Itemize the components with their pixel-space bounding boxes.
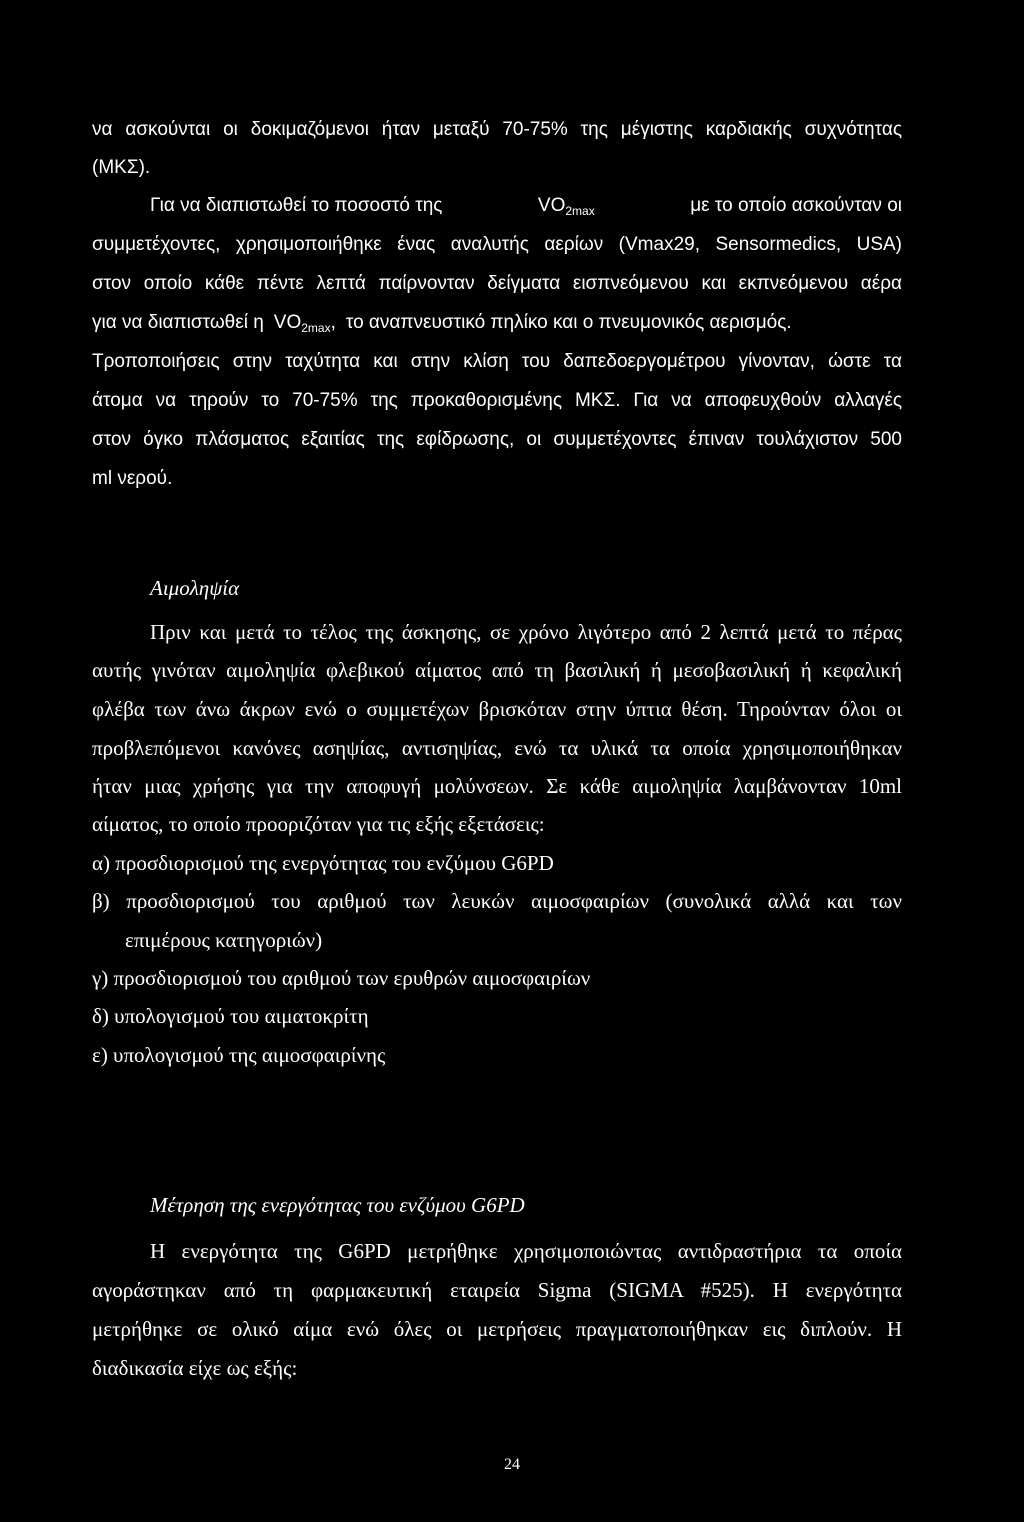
paragraph-line: στον οποίο κάθε πέντε λεπτά παίρνονταν δείγματα εισπνεόμενου και εκπνεόμενου αέρα	[92, 273, 902, 294]
list-item-continuation: επιμέρους κατηγοριών)	[125, 928, 323, 952]
list-item: α) προσδιορισμού της ενεργότητας του ενζύμου G6PD	[92, 851, 554, 875]
paragraph-line: προβλεπόμενοι κανόνες ασηψίας, αντισηψίας, ενώ τα υλικά τα οποία χρησιμοποιήθηκαν	[92, 736, 902, 760]
list-item: β) προσδιορισμού του αριθμού των λευκών αιμοσφαιρίων (συνολικά αλλά και των	[92, 889, 902, 913]
section-heading: Μέτρηση της ενεργότητας του ενζύμου G6PD	[150, 1193, 525, 1217]
paragraph-line: μετρήθηκε σε ολικό αίμα ενώ όλες οι μετρήσεις πραγματοποιήθηκαν εις διπλούν. Η	[92, 1317, 902, 1341]
paragraph-line: αυτής γινόταν αιμοληψία φλεβικού αίματος από τη βασιλική ή μεσοβασιλική ή κεφαλική	[92, 658, 902, 682]
paragraph-line-vo2	[150, 194, 902, 218]
vo2max-term: $VO_{2max}$,	[273, 312, 336, 335]
vo2max-term: $VO_{2max}$	[537, 195, 595, 218]
paragraph-line: ml νερού.	[92, 468, 173, 489]
list-item: δ) υπολογισμού του αιματοκρίτη	[92, 1004, 369, 1028]
paragraph-line: διαδικασία είχε ως εξής:	[92, 1356, 298, 1380]
paragraph-line: Πριν και μετά το τέλος της άσκησης, σε χρόνο λιγότερο από 2 λεπτά μετά το πέρας	[150, 620, 902, 644]
paragraph-line: Η ενεργότητα της G6PD μετρήθηκε χρησιμοποιώντας αντιδραστήρια τα οποία	[150, 1239, 902, 1263]
text-span: για να διαπιστωθεί η	[92, 312, 264, 333]
list-item: γ) προσδιορισμού του αριθμού των ερυθρών αιμοσφαιρίων	[92, 966, 591, 990]
text-span: Για να διαπιστωθεί το ποσοστό της	[150, 195, 443, 216]
paragraph-line: άτομα να τηρούν το 70-75% της προκαθορισμένης ΜΚΣ. Για να αποφευχθούν αλλαγές	[92, 390, 902, 411]
paragraph-line: ήταν μιας χρήσης για την αποφυγή μολύνσεων. Σε κάθε αιμοληψία λαμβάνονταν 10ml	[92, 774, 902, 798]
paragraph-line: (ΜΚΣ).	[92, 157, 151, 178]
list-item: ε) υπολογισμού της αιμοσφαιρίνης	[92, 1043, 386, 1067]
section-heading: Αιμοληψία	[150, 576, 240, 600]
paragraph-line: φλέβα των άνω άκρων ενώ ο συμμετέχων βρισκόταν στην ύπτια θέση. Τηρούνταν όλοι οι	[92, 697, 902, 721]
paragraph-line-vo2	[92, 311, 902, 335]
paragraph-line: Τροποποιήσεις στην ταχύτητα και στην κλίση του δαπεδοεργομέτρου γίνονταν, ώστε τα	[92, 351, 902, 372]
paragraph-line: αγοράστηκαν από τη φαρμακευτική εταιρεία Sigma (SIGMA #525). Η ενεργότητα	[92, 1278, 902, 1302]
page-number: 24	[504, 1456, 520, 1473]
paragraph-line: να ασκούνται οι δοκιμαζόμενοι ήταν μεταξύ 70-75% της μέγιστης καρδιακής συχνότητας	[92, 119, 902, 140]
text-span: με το οποίο ασκούνταν οι	[690, 195, 902, 216]
paragraph-line: συμμετέχοντες, χρησιμοποιήθηκε ένας αναλυτής αερίων (Vmax29, Sensormedics, USA)	[92, 234, 902, 255]
paragraph-line: αίματος, το οποίο προοριζόταν για τις εξής εξετάσεις:	[92, 812, 545, 836]
paragraph-line: στον όγκο πλάσματος εξαιτίας της εφίδρωσης, οι συμμετέχοντες έπιναν τουλάχιστον 500	[92, 429, 902, 450]
text-span: το αναπνευστικό πηλίκο και ο πνευμονικός αερισμός.	[345, 312, 792, 333]
